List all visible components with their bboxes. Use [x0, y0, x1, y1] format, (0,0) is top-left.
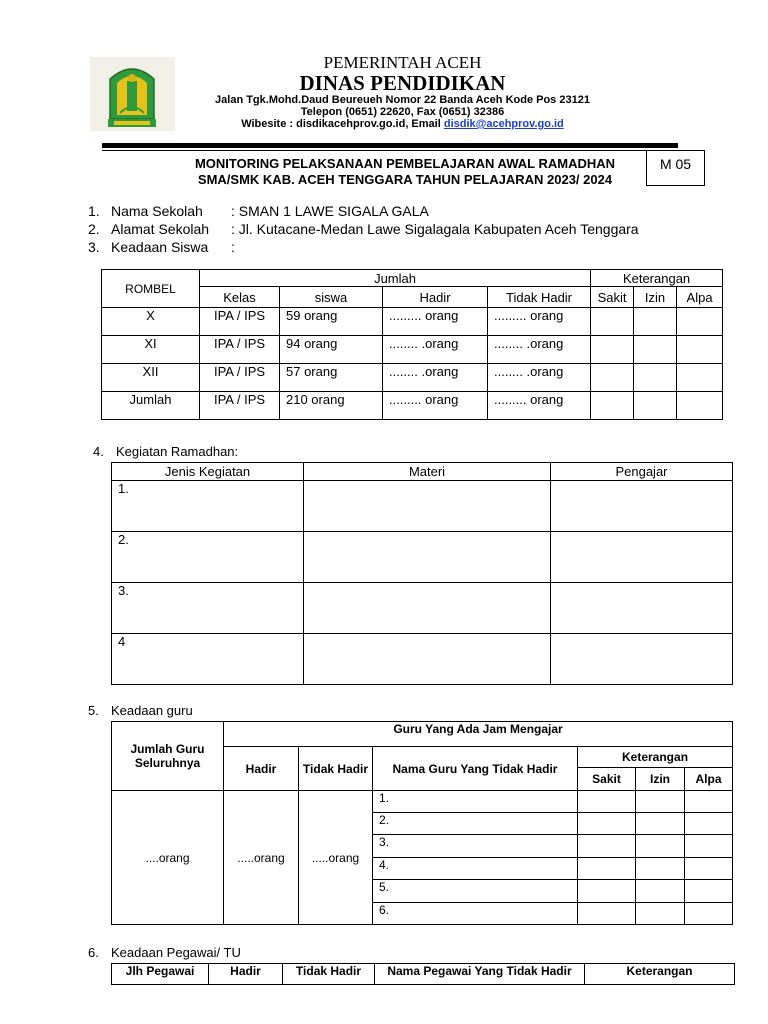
table-row	[102, 392, 723, 420]
header-jenis-kegiatan: Jenis Kegiatan	[112, 463, 304, 481]
item-number: 1.	[88, 203, 100, 219]
cell-kelas: IPA / IPS	[200, 308, 280, 336]
cell-siswa: 210 orang	[280, 392, 383, 420]
cell-alpa	[677, 364, 723, 392]
cell-kegiatan: 4	[112, 634, 304, 685]
cell-izin	[636, 813, 685, 835]
aceh-government-emblem-icon	[90, 57, 175, 131]
header-address: Jalan Tgk.Mohd.Daud Beureueh Nomor 22 Banda Aceh Kode Pos 23121	[215, 94, 590, 106]
item-number: 6.	[88, 945, 99, 960]
section-label: Keadaan guru	[111, 703, 193, 718]
cell-kegiatan: 3.	[112, 583, 304, 634]
cell-alpa	[677, 392, 723, 420]
table-row	[112, 791, 733, 813]
cell-hadir: ......... orang	[383, 308, 488, 336]
cell-sakit	[578, 835, 636, 858]
header-tidak-hadir: Tidak Hadir	[488, 287, 591, 308]
header-pengajar: Pengajar	[551, 463, 733, 481]
cell-siswa: 59 orang	[280, 308, 383, 336]
cell-sakit	[578, 791, 636, 813]
info-label: Nama Sekolah	[111, 203, 203, 219]
table-row	[102, 336, 723, 364]
cell-materi	[304, 583, 551, 634]
cell-tidak-hadir: ......... orang	[488, 308, 591, 336]
cell-sakit	[578, 903, 636, 925]
cell-nama-guru: 1.	[373, 791, 578, 813]
cell-alpa	[685, 791, 733, 813]
header-divider	[102, 143, 678, 148]
header-website	[175, 118, 630, 130]
cell-hadir: .....orang	[224, 791, 299, 925]
header-keterangan: Keterangan	[578, 747, 733, 768]
cell-izin	[634, 308, 677, 336]
info-school-name	[88, 203, 728, 221]
cell-rombel: XI	[102, 336, 200, 364]
cell-materi	[304, 532, 551, 583]
header-tidak-hadir: Tidak Hadir	[299, 747, 373, 791]
header-keterangan: Keterangan	[585, 964, 735, 985]
table-row	[102, 364, 723, 392]
cell-alpa	[685, 835, 733, 858]
cell-tidak-hadir: .....orang	[299, 791, 373, 925]
cell-sakit	[591, 392, 634, 420]
staff-status-table	[111, 963, 735, 985]
header-jumlah-guru: Jumlah Guru Seluruhnya	[112, 722, 224, 791]
header-alpa: Alpa	[685, 768, 733, 791]
cell-pengajar	[551, 583, 733, 634]
header-kelas: Kelas	[200, 287, 280, 308]
header-government: PEMERINTAH ACEH	[323, 53, 482, 72]
header-phone: Telepon (0651) 22620, Fax (0651) 32386	[300, 106, 505, 118]
table-row	[112, 634, 733, 685]
document-title: MONITORING PELAKSANAAN PEMBELAJARAN AWAL RAMADHAN	[194, 156, 616, 171]
student-status-table	[101, 269, 723, 420]
cell-izin	[636, 858, 685, 880]
cell-kelas: IPA / IPS	[200, 392, 280, 420]
cell-izin	[634, 336, 677, 364]
document-subtitle: SMA/SMK KAB. ACEH TENGGARA TAHUN PELAJARAN 2023/ 2024	[197, 172, 613, 187]
info-label: Keadaan Siswa	[111, 239, 209, 255]
header-guru-group: Guru Yang Ada Jam Mengajar	[224, 722, 733, 747]
info-student-status	[88, 239, 728, 257]
header-sakit: Sakit	[591, 287, 634, 308]
cell-rombel: X	[102, 308, 200, 336]
table-row	[112, 481, 733, 532]
header-hadir: Hadir	[383, 287, 488, 308]
info-value: :	[231, 239, 235, 255]
cell-hadir: ........ .orang	[383, 364, 488, 392]
header-materi: Materi	[304, 463, 551, 481]
header-hadir: Hadir	[209, 964, 283, 985]
header-tidak-hadir: Tidak Hadir	[283, 964, 375, 985]
info-label: Alamat Sekolah	[111, 221, 210, 237]
header-nama-guru: Nama Guru Yang Tidak Hadir	[373, 747, 578, 791]
cell-sakit	[591, 308, 634, 336]
cell-alpa	[685, 903, 733, 925]
header-divider-thin	[102, 150, 678, 151]
cell-sakit	[591, 336, 634, 364]
header-jumlah: Jumlah	[200, 270, 591, 287]
cell-alpa	[685, 858, 733, 880]
cell-tidak-hadir: ........ .orang	[488, 364, 591, 392]
item-number: 3.	[88, 239, 100, 255]
header-izin: Izin	[634, 287, 677, 308]
cell-izin	[634, 392, 677, 420]
cell-kegiatan: 2.	[112, 532, 304, 583]
table-row	[112, 532, 733, 583]
info-value: : Jl. Kutacane-Medan Lawe Sigalagala Kabupaten Aceh Tenggara	[231, 221, 639, 237]
cell-sakit	[578, 858, 636, 880]
cell-izin	[634, 364, 677, 392]
cell-sakit	[591, 364, 634, 392]
ramadhan-activities-table	[111, 462, 733, 685]
cell-siswa: 57 orang	[280, 364, 383, 392]
cell-alpa	[685, 880, 733, 903]
cell-alpa	[685, 813, 733, 835]
cell-sakit	[578, 880, 636, 903]
cell-tidak-hadir: ........ .orang	[488, 336, 591, 364]
cell-kelas: IPA / IPS	[200, 336, 280, 364]
cell-nama-guru: 2.	[373, 813, 578, 835]
item-number: 2.	[88, 221, 100, 237]
header-sakit: Sakit	[578, 768, 636, 791]
header-rombel: ROMBEL	[102, 270, 200, 308]
header-keterangan: Keterangan	[591, 270, 723, 287]
info-school-address	[88, 221, 728, 239]
cell-pengajar	[551, 532, 733, 583]
table-row	[112, 583, 733, 634]
cell-hadir: ......... orang	[383, 392, 488, 420]
cell-alpa	[677, 336, 723, 364]
info-value: : SMAN 1 LAWE SIGALA GALA	[231, 203, 429, 219]
item-number: 4.	[93, 444, 104, 459]
cell-rombel: Jumlah	[102, 392, 200, 420]
cell-jumlah-guru: ....orang	[112, 791, 224, 925]
header-nama-pegawai: Nama Pegawai Yang Tidak Hadir	[375, 964, 585, 985]
item-number: 5.	[88, 703, 99, 718]
cell-nama-guru: 5.	[373, 880, 578, 903]
header-alpa: Alpa	[677, 287, 723, 308]
cell-siswa: 94 orang	[280, 336, 383, 364]
section-label: Keadaan Pegawai/ TU	[111, 945, 241, 960]
email-link[interactable]: disdik@acehprov.go.id	[443, 118, 564, 130]
cell-tidak-hadir: ......... orang	[488, 392, 591, 420]
header-agency: DINAS PENDIDIKAN	[299, 71, 506, 95]
cell-kegiatan: 1.	[112, 481, 304, 532]
cell-hadir: ........ .orang	[383, 336, 488, 364]
header-izin: Izin	[636, 768, 685, 791]
cell-kelas: IPA / IPS	[200, 364, 280, 392]
cell-nama-guru: 3.	[373, 835, 578, 858]
cell-materi	[304, 634, 551, 685]
cell-izin	[636, 880, 685, 903]
table-row	[102, 308, 723, 336]
website-text: Wibesite : disdikacehprov.go.id, Email	[241, 118, 444, 130]
cell-rombel: XII	[102, 364, 200, 392]
header-hadir: Hadir	[224, 747, 299, 791]
form-code: M 05	[646, 150, 705, 186]
cell-pengajar	[551, 481, 733, 532]
header-siswa: siswa	[280, 287, 383, 308]
section-label: Kegiatan Ramadhan:	[116, 444, 239, 459]
cell-nama-guru: 6.	[373, 903, 578, 925]
cell-alpa	[677, 308, 723, 336]
header-jlh-pegawai: Jlh Pegawai	[112, 964, 209, 985]
cell-pengajar	[551, 634, 733, 685]
cell-izin	[636, 903, 685, 925]
cell-izin	[636, 791, 685, 813]
cell-izin	[636, 835, 685, 858]
cell-nama-guru: 4.	[373, 858, 578, 880]
cell-sakit	[578, 813, 636, 835]
cell-materi	[304, 481, 551, 532]
teacher-status-table	[111, 721, 733, 925]
